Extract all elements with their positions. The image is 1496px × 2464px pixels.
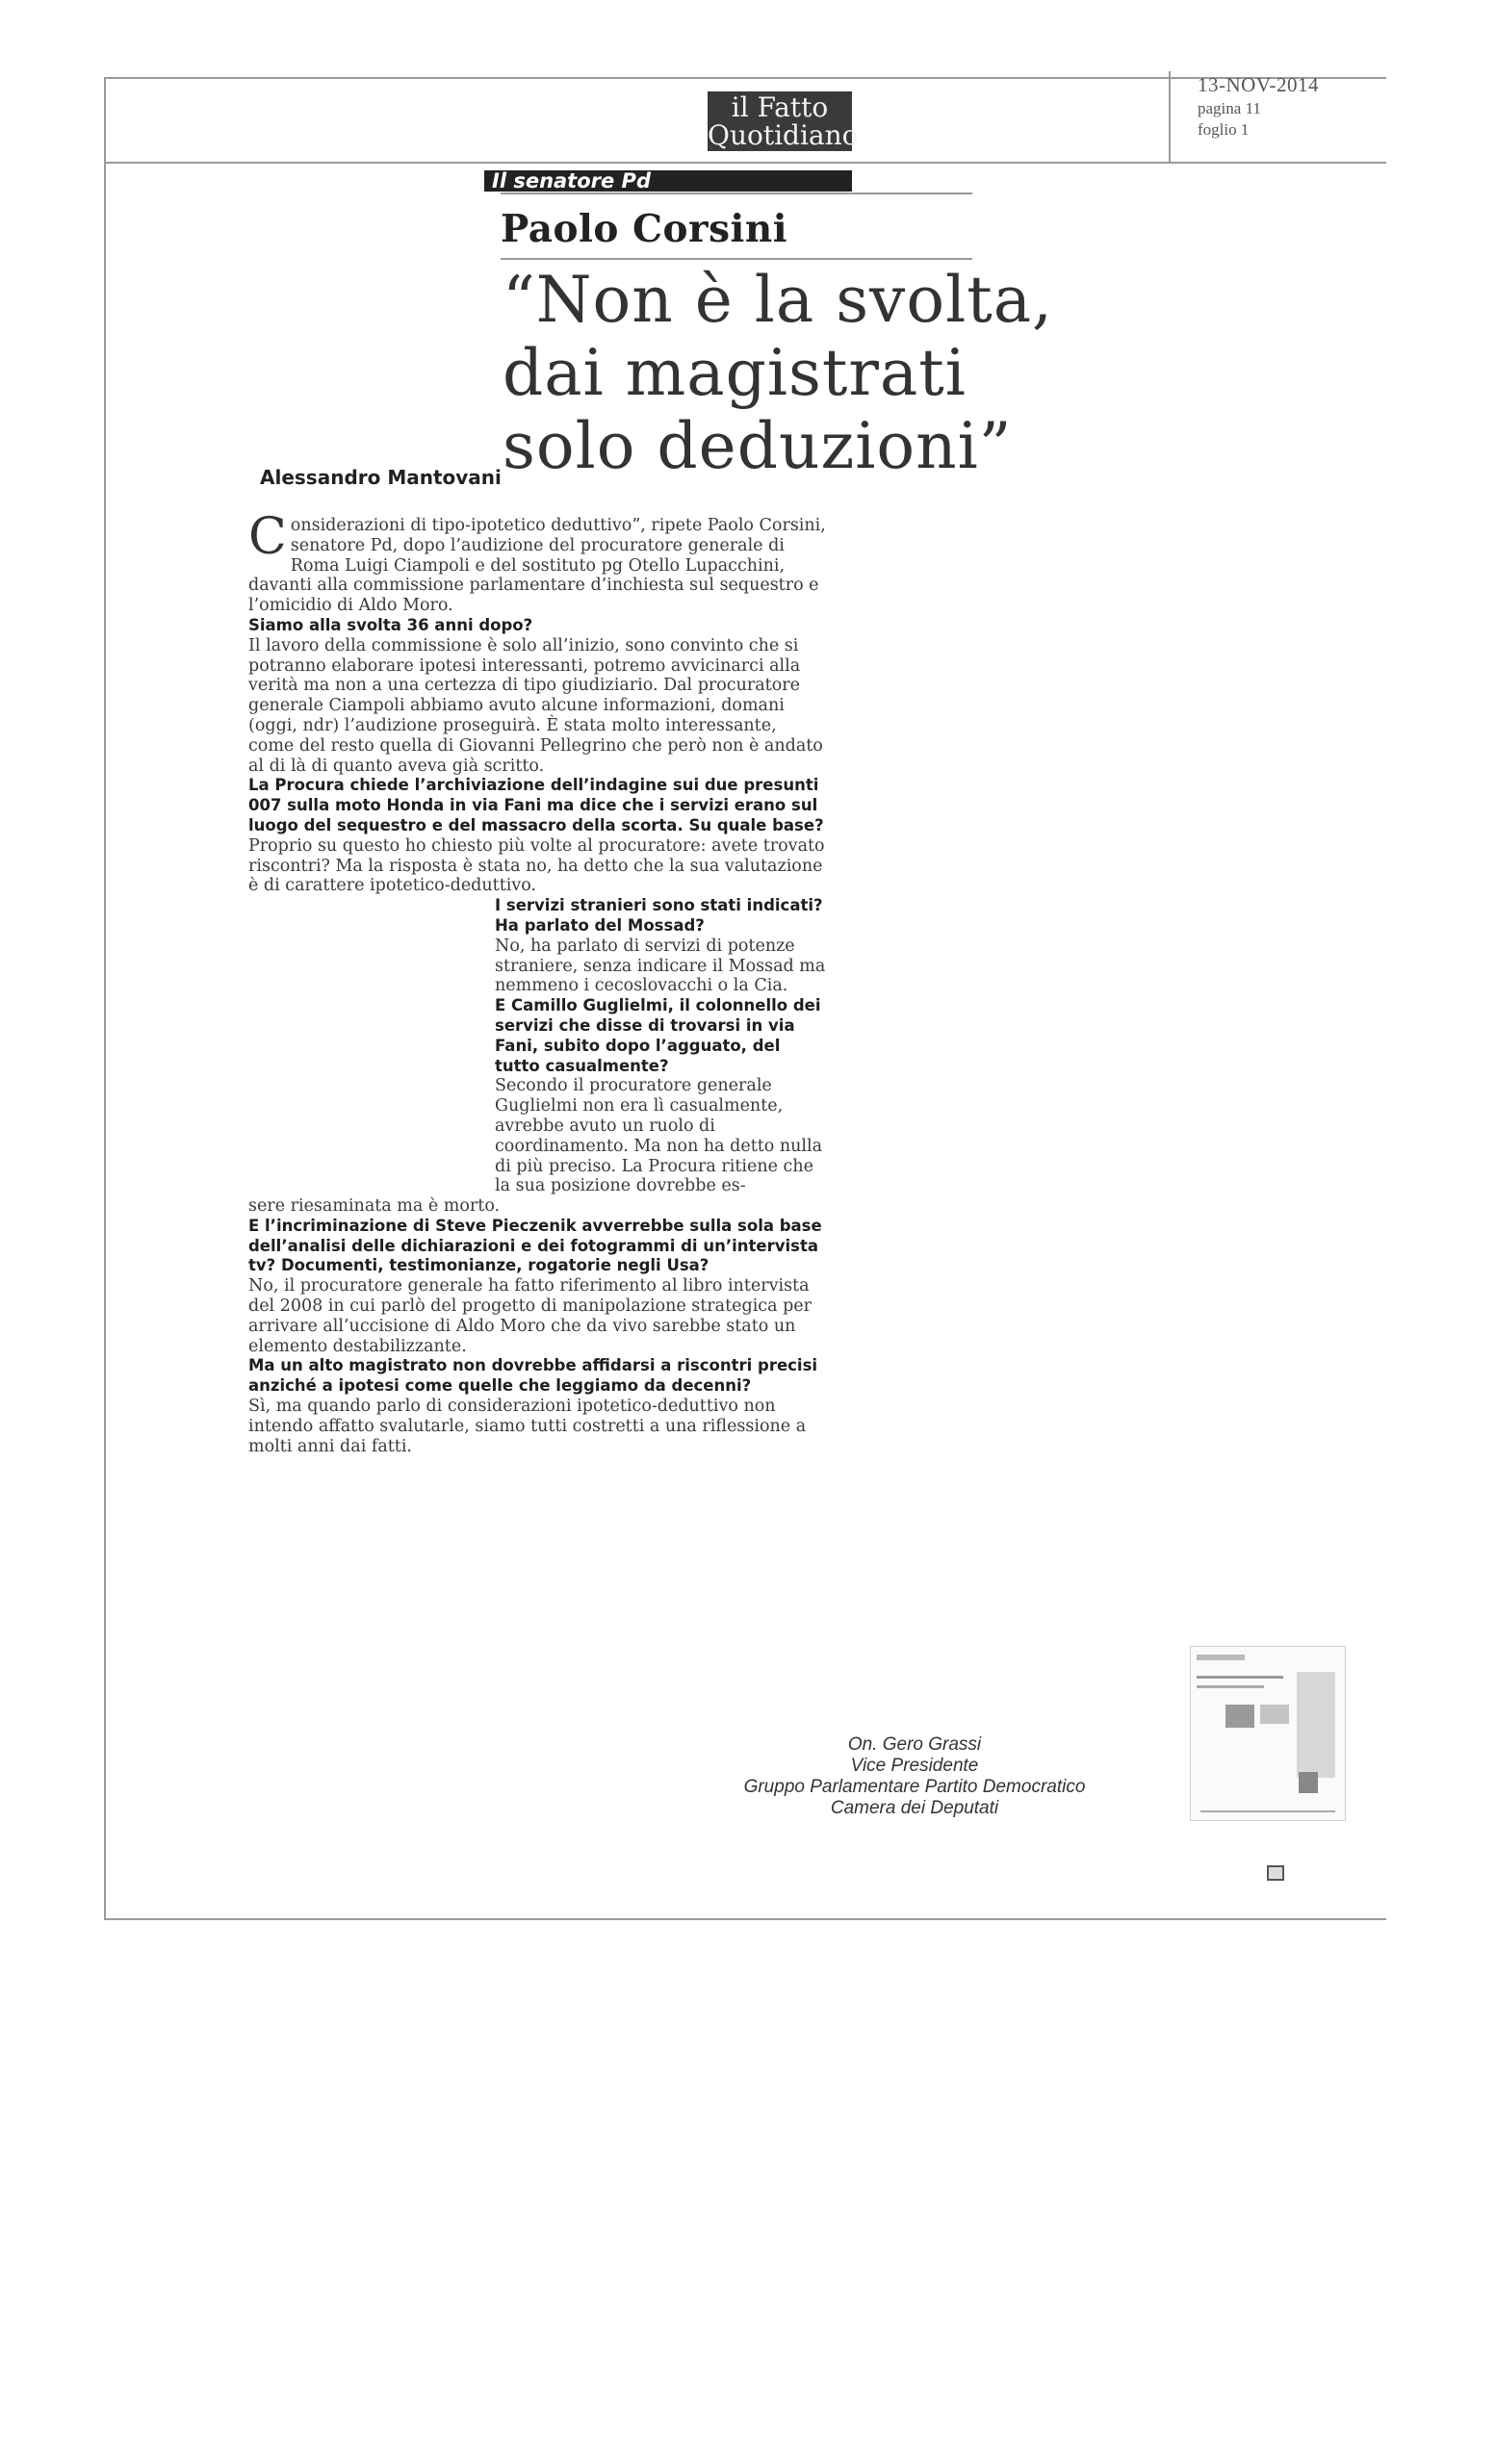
answer-1: Il lavoro della commissione è solo all’inizio, sono convinto che si potranno elaborare ipotesi interessanti, potremo avvicinarci alla verità ma non a una certezza di tipo giudiziario. Dal procuratore generale Ciampoli abbiamo avuto alcune informazioni, domani (oggi, ndr) l’audizione proseguirà. È stata molto interessante, come del resto quella di Giovanni Pellegrino che però non è andato al di là di quanto aveva già scritto. xyxy=(248,635,823,776)
page-number: pagina 11 xyxy=(1198,99,1261,117)
answer-6: Sì, ma quando parlo di considerazioni ipotetico-deduttivo non intendo affatto svalutarle, siamo tutti costretti a una riflessione a molti anni dai fatti. xyxy=(248,1397,807,1456)
image-icon xyxy=(1267,1865,1284,1881)
answer-2: Proprio su questo ho chiesto più volte al procuratore: avete trovato riscontri? Ma la risposta è stata no, ha detto che la sua valutazione è di carattere ipotetico-deduttivo. xyxy=(248,835,825,896)
thumbnail-photo xyxy=(1225,1705,1254,1728)
thumbnail-bar xyxy=(1197,1676,1283,1679)
question-4: E Camillo Guglielmi, il colonnello dei servizi che disse di trovarsi in via Fani, subito dopo l’agguato, del tutto casualmente? xyxy=(495,996,821,1075)
date: 13-NOV-2014 xyxy=(1198,73,1320,96)
dropcap: C xyxy=(248,508,287,566)
page-thumbnail xyxy=(1190,1646,1346,1821)
thumbnail-column xyxy=(1297,1672,1335,1778)
logo-line-2: Quotidiano xyxy=(708,119,859,151)
answer-5: No, il procuratore generale ha fatto riferimento al libro intervista del 2008 in cui parlò del progetto di manipolazione strategica per arrivare all’uccisione di Aldo Moro che da vivo sarebbe stato un elemento destabilizzante. xyxy=(248,1276,812,1356)
question-2: La Procura chiede l’archiviazione dell’indagine sui due presunti 007 sulla moto Honda in via Fani ma dice che i servizi erano sul luogo del sequestro e del massacro della scorta. Su quale base? xyxy=(248,776,824,834)
intro-text: onsiderazioni di tipo-ipotetico deduttivo”, ripete Paolo Corsini, senatore Pd, dopo l’audizione del procuratore generale di Roma Luigi Ciampoli e del sostituto pg Otello Lupacchini, davanti alla commissione parlamentare d’inchiesta sul sequestro e l’omicidio di Aldo Moro. xyxy=(248,516,826,616)
signature-name: On. Gero Grassi xyxy=(847,1734,982,1755)
logo-line-1: il Fatto xyxy=(731,91,829,123)
thumbnail-bar xyxy=(1197,1655,1245,1660)
answer-3: No, ha parlato di servizi di potenze straniere, senza indicare il Mossad ma nemmeno i cecoslovacchi o la Cia. xyxy=(495,936,826,996)
question-6: Ma un alto magistrato non dovrebbe affidarsi a riscontri precisi anziché a ipotesi come quelle che leggiamo da decenni? xyxy=(248,1356,818,1396)
thumbnail-photo xyxy=(1299,1772,1318,1793)
article-body xyxy=(248,508,826,1456)
question-5: E l’incriminazione di Steve Pieczenik avverrebbe sulla sola base dell’analisi delle dichiarazioni e dei fotogrammi di un’intervista tv? Documenti, testimonianze, rogatorie negli Usa? xyxy=(248,1216,822,1275)
narrow-column xyxy=(495,896,826,1196)
name-rule xyxy=(501,258,972,260)
sheet-number: foglio 1 xyxy=(1198,120,1250,139)
intro-paragraph xyxy=(248,508,826,616)
thumbnail-bar xyxy=(1200,1810,1335,1812)
signature-institution: Camera dei Deputati xyxy=(830,1798,999,1818)
headline: “Non è la svolta, dai magistrati solo deduzioni” xyxy=(503,263,1054,483)
question-1: Siamo alla svolta 36 anni dopo? xyxy=(248,615,533,634)
date-stamp xyxy=(1169,71,1386,162)
kicker-label: Il senatore Pd xyxy=(484,170,852,192)
kicker-rule xyxy=(501,192,972,194)
question-3: I servizi stranieri sono stati indicati? Ha parlato del Mossad? xyxy=(495,896,823,935)
answer-4-end: sere riesaminata ma è morto. xyxy=(248,1196,501,1217)
thumbnail-bar xyxy=(1197,1685,1264,1688)
newspaper-logo xyxy=(708,91,859,151)
signature-role: Vice Presidente xyxy=(850,1756,979,1776)
subject-name: Paolo Corsini xyxy=(501,207,788,251)
thumbnail-photo xyxy=(1260,1705,1289,1724)
answer-4-narrow: Secondo il procuratore generale Guglielmi non era lì casualmente, avrebbe avuto un ruolo di coordinamento. Ma non ha detto nulla di più preciso. La Procura ritiene che la sua posizione dovrebbe es- xyxy=(495,1076,823,1196)
byline: Alessandro Mantovani xyxy=(260,466,502,489)
signature-block xyxy=(674,1734,1155,1819)
signature-group: Gruppo Parlamentare Partito Democratico xyxy=(743,1777,1086,1797)
header-rule xyxy=(104,162,1386,164)
